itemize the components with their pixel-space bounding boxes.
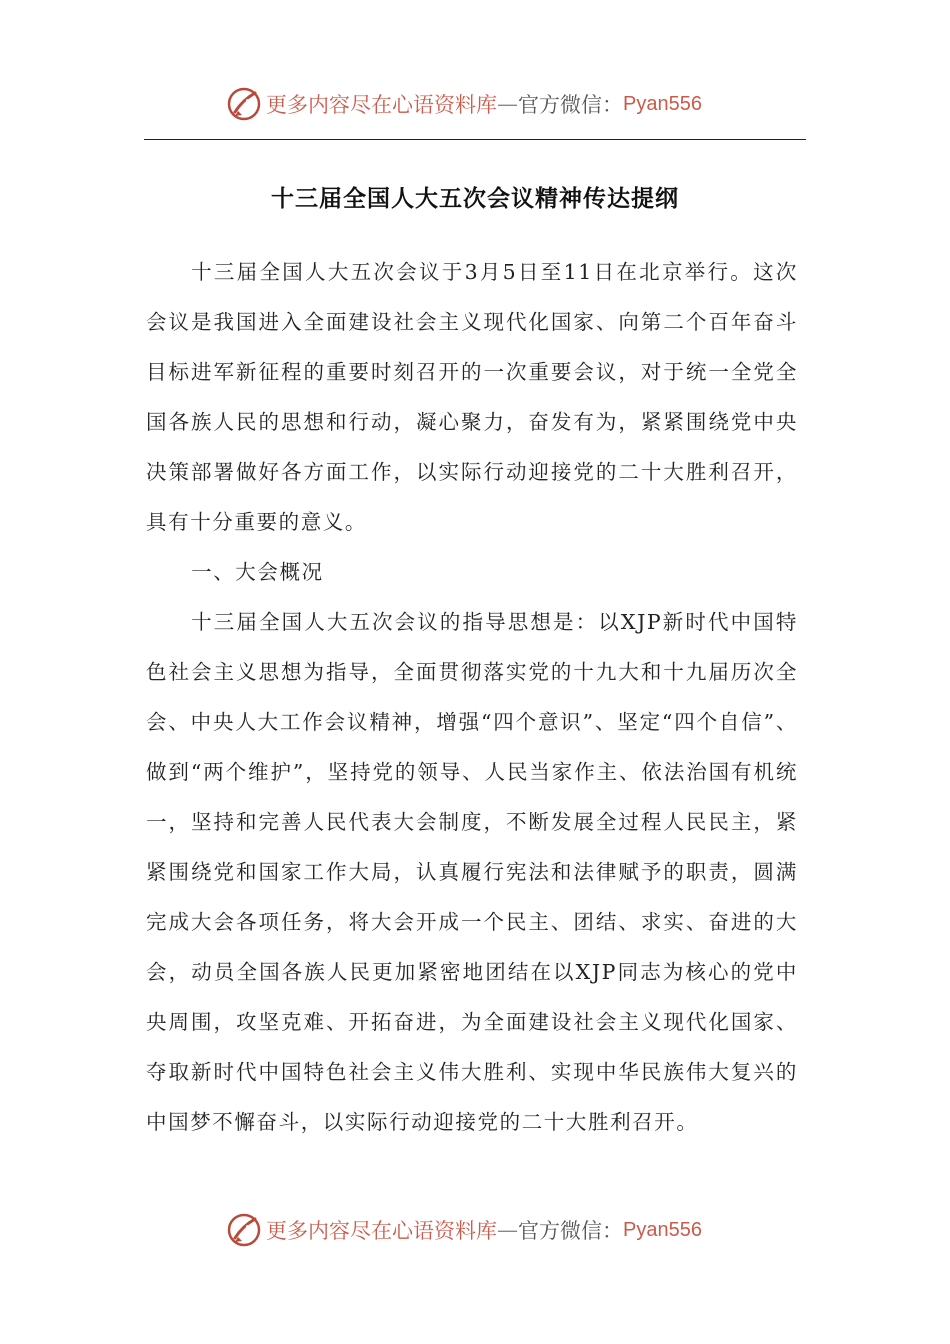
watermark-site-text: 更多内容尽在心语资料库 bbox=[266, 93, 497, 117]
section-heading: 一、大会概况 bbox=[191, 560, 324, 584]
header-divider bbox=[144, 139, 806, 140]
header-watermark bbox=[226, 84, 702, 124]
watermark-dash: — bbox=[497, 1218, 518, 1242]
paragraph-intro: 十三届全国人大五次会议于3月5日至11日在北京举行。这次会议是我国进入全面建设社会主义现代化国家、向第二个百年奋斗目标进军新征程的重要时刻召开的一次重要会议，对于统一全党全国各族人民的思想和行动，凝心聚力，奋发有为，紧紧围绕党中央决策部署做好各方面工作，以实际行动迎接党的二十大胜利召开，具有十分重要的意义。 bbox=[146, 260, 798, 534]
watermark-contact-label: 官方微信： bbox=[518, 93, 623, 117]
watermark-contact-label: 官方微信： bbox=[518, 1219, 623, 1243]
pen-circle-logo-icon bbox=[226, 1212, 262, 1248]
watermark-dash: — bbox=[497, 92, 518, 116]
watermark-contact-id: Pyan556 bbox=[623, 92, 702, 115]
document-body bbox=[146, 247, 798, 1147]
paragraph-guiding-thought: 十三届全国人大五次会议的指导思想是：以XJP新时代中国特色社会主义思想为指导，全面贯彻落实党的十九大和十九届历次全会、中央人大工作会议精神，增强“四个意识”、坚定“四个自信”、做到“两个维护”，坚持党的领导、人民当家作主、依法治国有机统一，坚持和完善人民代表大会制度，不断发展全过程人民民主，紧紧围绕党和国家工作大局，认真履行宪法和法律赋予的职责，圆满完成大会各项任务，将大会开成一个民主、团结、求实、奋进的大会，动员全国各族人民更加紧密地团结在以XJP同志为核心的党中央周围，攻坚克难、开拓奋进，为全面建设社会主义现代化国家、夺取新时代中国特色社会主义伟大胜利、实现中华民族伟大复兴的中国梦不懈奋斗，以实际行动迎接党的二十大胜利召开。 bbox=[146, 610, 798, 1134]
document-title: 十三届全国人大五次会议精神传达提纲 bbox=[271, 186, 679, 212]
pen-circle-logo-icon bbox=[226, 86, 262, 122]
watermark-site-text: 更多内容尽在心语资料库 bbox=[266, 1219, 497, 1243]
footer-watermark bbox=[226, 1210, 702, 1250]
watermark-contact-id: Pyan556 bbox=[623, 1218, 702, 1241]
